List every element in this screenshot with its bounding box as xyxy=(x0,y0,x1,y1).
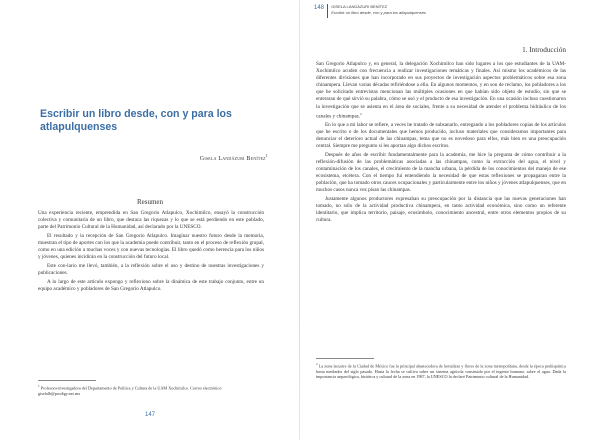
running-head-author: GISELA LANDÁZURI BENÍTEZ xyxy=(331,4,388,9)
author-text: Gisela Landázuri Benítez xyxy=(199,156,266,162)
body-paragraph: Justamente algunos productores expresaban su preocupación por la distancia que las nuevas generaciones han tomado, no sólo de la actividad productiva chinampera, en tanto actividad económica, sino como un referente identitario, que implica territorio, paisaje, ecosimbolo, conocimiento ancestral, entre otros elementos propios de su cultura. xyxy=(316,195,566,223)
right-page xyxy=(300,0,600,440)
running-head-title: Escribir un libro desde, con y para los atlapulquenses xyxy=(331,9,426,15)
running-head-text xyxy=(331,4,426,15)
abstract-paragraph: El resultado y la recepción de San Gregorio Atlapulco. Imaginar nuestro futuro desde la memoria, muestran el tipo de aportes con los que la academia puede contribuir, tanto en el proceso de reflexión grupal, como en una edición a muchas voces y con nuevas tecnologías. El libro quedó como herencia para los niños y jóvenes, quienes incidirán en la construcción del futuro local. xyxy=(38,232,264,261)
abstract-heading: Resumen xyxy=(136,198,164,206)
abstract-paragraph: Este con-lario me llevó, también, a la reflexión sobre el uso y destino de nuestras investigaciones y publicaciones. xyxy=(38,262,264,276)
footnote-mark: 2 xyxy=(316,362,318,366)
page-number-right: 148 xyxy=(314,5,325,11)
author-footnote-mark: 1 xyxy=(265,153,268,158)
note-reference-mark: 2 xyxy=(359,111,362,116)
section-heading: 1. Introducción xyxy=(522,46,566,54)
author-name xyxy=(200,153,268,162)
running-head xyxy=(314,4,426,18)
footnote-divider xyxy=(38,380,96,381)
body-paragraph: Después de años de escribir fundamentalmente para la academia, me hice la pregunta de cómo contribuir a la reflexión-difusión de las problemáticas asociadas a las chinampas, como la extracción del agua, el nivel y contaminación de los canales, el crecimiento de la mancha urbana, la pérdida de los conocimientos del manejo de ese ecosistema, etcétera. Con el tiempo fui entendiendo la necesidad de que estas reflexiones se propagaran entre la población, que ha tomado otros cauces ocupacionales y particularmente entre los niños y jóvenes atlapulquenses, que en muchos casos nunca vez pisan las chinampas. xyxy=(316,151,566,194)
abstract-paragraph: A lo largo de este artículo expongo y reflexiono sobre la dinámica de este trabajo conjunto, entre un equipo académico y pobladores de San Gregorio Atlapulco. xyxy=(38,278,264,292)
footnote-divider xyxy=(316,358,374,359)
footnote-text: Profesora-investigadora del Departamento de Política y Cultura de la UAM Xochimilco. Correo electrónico: giselalb@prodigy.net.mx xyxy=(38,385,223,396)
abstract-body xyxy=(38,210,264,294)
introduction-body xyxy=(316,61,566,225)
running-head-bar xyxy=(327,4,328,18)
footnote-mark: 1 xyxy=(38,384,40,388)
body-paragraph xyxy=(316,61,566,120)
body-paragraph-text: San Gregorio Atlapulco y, en general, la delegación Xochimilco han sido lugares a los que estudiantes de la UAM-Xochimilco acuden con frecuencia a realizar investigaciones temáticas y finales. Así mismo los académicos de las diferentes divisiones que han incorporado en sus proyectos de investigación aspectos problemáticos sobre esa zona chinampera. Llevan varias décadas refiriéndose a ella. En algunos momentos, y en son de reclamo, los pobladores a los que he solicitado entrevistas mencionan las múltiples ocasiones en que habían sido objeto de estudio, sin que se enteraran de qué sirvió su palabra, cómo se usó y el producto de esa investigación. En una ocasión incluso cuestionaron la investigación que se asienta en el área de sociales, frente a su necesidad de atender el problema hidráulico de los canales y chinampas. xyxy=(316,61,566,120)
body-paragraph: En lo que a mí labor se refiere, a veces he tratado de subsanarlo, entregando a los pobladores copias de los artículos que he escrito o de los documentales que hemos producido, incluso materiales que consideramos importantes para denunciar el deterioro actual de las chinampas, tema que no es novedoso para ellos, más bien es una preocupación central. Siempre me pregunto si les aportan algo dichos escritos. xyxy=(316,121,566,150)
footnote-text: La zona lacustre de la Ciudad de México fue la principal abastecedora de hortalizas y flores de la zona metropolitana, desde la época prehispánica hasta mediados del siglo pasado. Hasta la fecha se cultiva sobre un sistema agrícola construido por el ingenio humano, sobre el agua. Dada la importancia arqueológica, histórica y cultural de la zona en 1987, la UNESCO la declaró Patrimonio cultural de la Humanidad. xyxy=(316,363,566,380)
article-title: Escribir un libro desde, con y para los atlapulquenses xyxy=(40,108,232,133)
title-block xyxy=(40,108,240,134)
page-number-left: 147 xyxy=(144,412,155,418)
footnote-author xyxy=(38,384,264,396)
abstract-paragraph: Una experiencia reciente, emprendida en San Gregorio Atlapulco, Xochimilco, ensayó la construcción colectiva y comunitaria de un libro, que destaca las riquezas y lo que se está perdiendo en este poblado, parte del Patrimonio Cultural de la Humanidad, así declarado por la UNESCO. xyxy=(38,210,264,231)
footnote-context xyxy=(316,362,566,380)
